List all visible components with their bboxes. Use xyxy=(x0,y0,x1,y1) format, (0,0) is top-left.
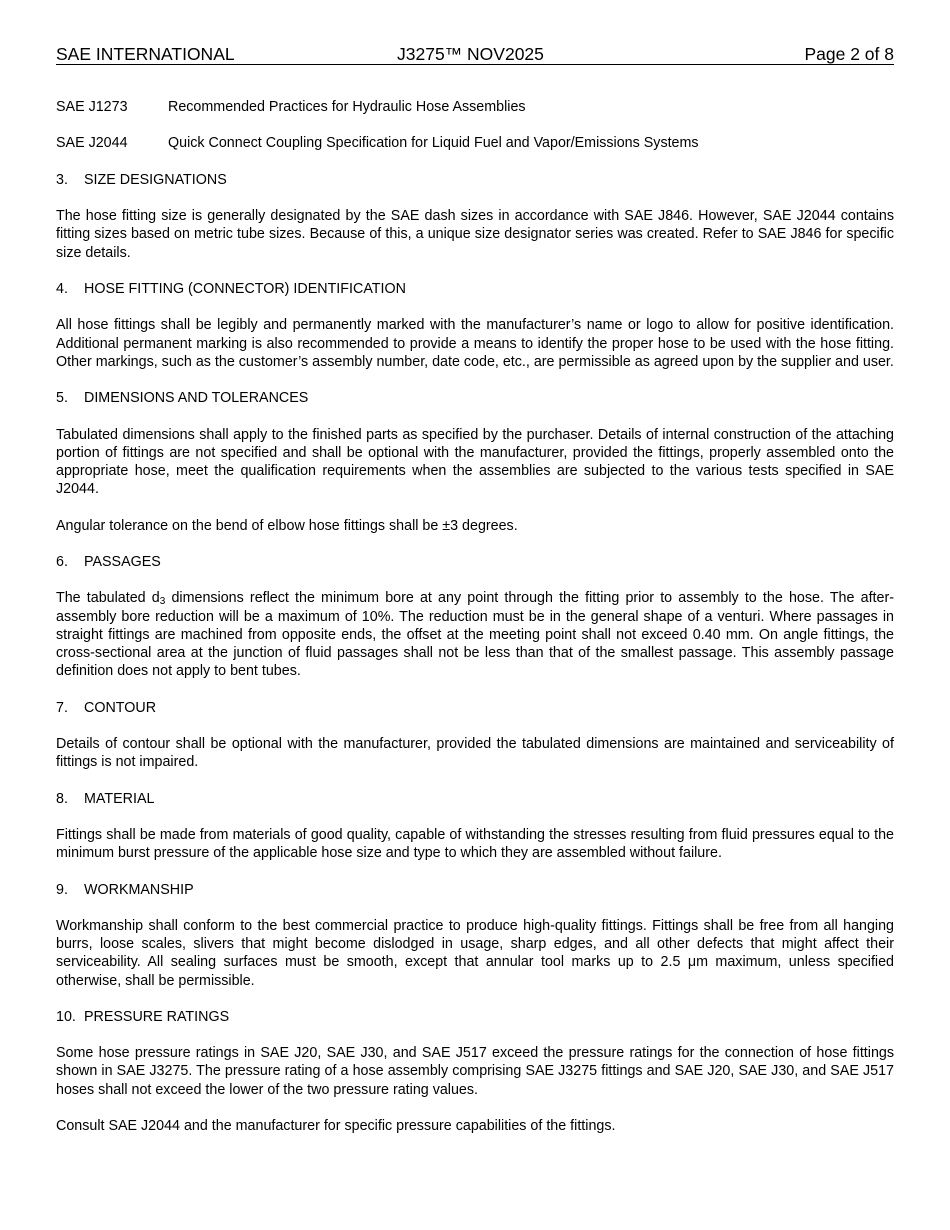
reference-code: SAE J1273 xyxy=(56,99,128,115)
section-title: WORKMANSHIP xyxy=(84,881,194,898)
header-page-number: Page 2 of 8 xyxy=(804,44,894,64)
section-title: PASSAGES xyxy=(84,553,161,570)
reference-entry xyxy=(56,134,894,152)
paragraph-text: dimensions reflect the minimum bore at any point through the fitting prior to assembly to the hose. The after-assembly bore reduction will be a maximum of 10%. The reduction must be in the general shape of a venturi. Where passages in straight fittings are machined from opposite ends, the offset at the meeting point shall not exceed 0.40 mm. On angle fittings, the cross-sectional area at the junction of fluid passages shall not be less than that of the smallest passage. This assembly passage definition does not apply to bent tubes. xyxy=(56,590,894,680)
section-paragraph: Tabulated dimensions shall apply to the finished parts as specified by the purchaser. Details of internal construction of the attaching portion of fittings are not specified and shall be optional with the manufacturer, provided the fittings, properly assembled onto the appropriate hose, meet the qualification requirements when the assemblies are subjected to the various tests specified in SAE J2044. xyxy=(56,426,894,498)
section-heading-identification xyxy=(56,280,894,298)
section-heading-contour xyxy=(56,699,894,717)
reference-title: Quick Connect Coupling Specification for Liquid Fuel and Vapor/Emissions Systems xyxy=(168,135,699,152)
section-number: 6. xyxy=(56,553,68,570)
page-header xyxy=(56,44,894,65)
section-number: 8. xyxy=(56,790,68,807)
section-heading-passages xyxy=(56,553,894,571)
section-title: HOSE FITTING (CONNECTOR) IDENTIFICATION xyxy=(84,280,406,297)
paragraph-text: The tabulated d xyxy=(56,590,160,607)
section-title: CONTOUR xyxy=(84,699,157,716)
section-heading-pressure-ratings xyxy=(56,1008,894,1026)
section-paragraph: Workmanship shall conform to the best commercial practice to produce high-quality fittings. Fittings shall be free from all hanging burrs, loose scales, slivers that might become dislodged in usage, sharp edges, and all other defects that might affect their serviceability. All sealing surfaces must be smooth, except that annular tool marks up to 2.5 μm maximum, unless specified otherwise, shall be permissible. xyxy=(56,917,894,989)
reference-code: SAE J2044 xyxy=(56,135,128,152)
section-paragraph: Angular tolerance on the bend of elbow hose fittings shall be ±3 degrees. xyxy=(56,517,518,534)
subscript: 3 xyxy=(159,596,166,608)
section-number: 9. xyxy=(56,881,68,898)
section-paragraph: Fittings shall be made from materials of good quality, capable of withstanding the stresses resulting from fluid pressures equal to the minimum burst pressure of the applicable hose size and type to which they are assembled without failure. xyxy=(56,826,894,862)
reference-entry xyxy=(56,98,894,116)
section-heading-size-designations xyxy=(56,171,894,189)
section-paragraph: All hose fittings shall be legibly and permanently marked with the manufacturer’s name or logo to allow for positive identification. Additional permanent marking is also recommended to provide a means to identify the proper hose to be used with the hose fitting. Other markings, such as the customer’s assembly number, date code, etc., are permissible as agreed upon by the supplier and user. xyxy=(56,317,894,370)
section-title: SIZE DESIGNATIONS xyxy=(84,171,227,188)
section-number: 7. xyxy=(56,699,68,716)
section-title: DIMENSIONS AND TOLERANCES xyxy=(84,390,309,407)
section-paragraph: Details of contour shall be optional with the manufacturer, provided the tabulated dimensions are maintained and serviceability of fittings is not impaired. xyxy=(56,735,894,771)
section-number: 10. xyxy=(56,1008,76,1025)
header-organization: SAE INTERNATIONAL xyxy=(56,44,235,64)
document-page xyxy=(56,44,894,1153)
section-paragraph xyxy=(56,589,894,680)
section-paragraph: The hose fitting size is generally designated by the SAE dash sizes in accordance with SAE J846. However, SAE J2044 contains fitting sizes based on metric tube sizes. Because of this, a unique size designator series was created. Refer to SAE J846 for specific size details. xyxy=(56,208,894,261)
section-paragraph: Some hose pressure ratings in SAE J20, SAE J30, and SAE J517 exceed the pressure ratings for the connection of hose fittings shown in SAE J3275. The pressure rating of a hose assembly comprising SAE J3275 fittings and SAE J20, SAE J30, and SAE J517 hoses shall not exceed the lower of the two pressure rating values. xyxy=(56,1045,894,1098)
reference-title: Recommended Practices for Hydraulic Hose Assemblies xyxy=(168,99,526,115)
section-number: 4. xyxy=(56,280,68,297)
document-body xyxy=(56,98,894,1135)
section-number: 5. xyxy=(56,390,68,407)
section-number: 3. xyxy=(56,171,68,188)
header-document-id: J3275™ NOV2025 xyxy=(397,44,544,64)
section-heading-material xyxy=(56,790,894,808)
section-heading-dimensions xyxy=(56,389,894,407)
section-heading-workmanship xyxy=(56,881,894,899)
section-title: MATERIAL xyxy=(84,790,155,807)
section-paragraph: Consult SAE J2044 and the manufacturer for specific pressure capabilities of the fittings. xyxy=(56,1118,616,1135)
section-title: PRESSURE RATINGS xyxy=(84,1008,230,1025)
